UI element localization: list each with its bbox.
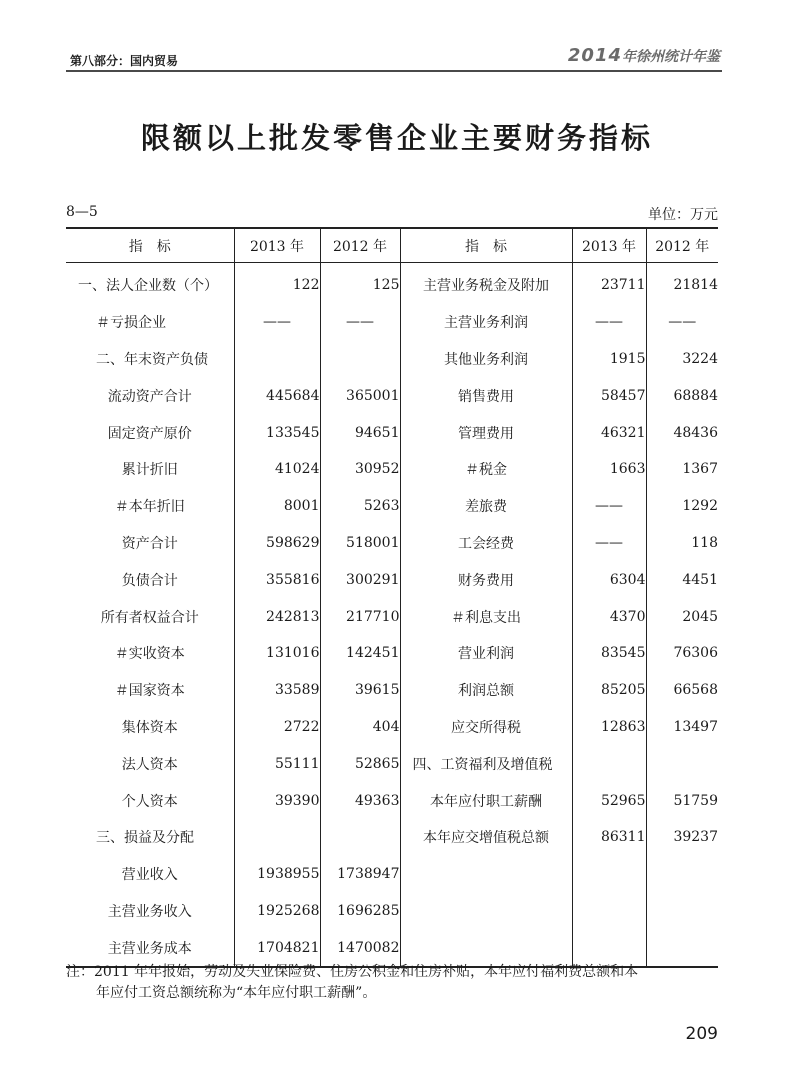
- right-value-2013: [572, 745, 646, 782]
- left-indicator-label: 营业收入: [66, 856, 234, 893]
- left-value-2012: 1696285: [320, 893, 400, 930]
- table-row: [66, 745, 718, 782]
- left-value-2012: 49363: [320, 782, 400, 819]
- left-indicator-label: 三、损益及分配: [66, 819, 234, 856]
- col-header-2013-left: 2013 年: [234, 228, 320, 263]
- left-value-2012: ——: [320, 304, 400, 341]
- right-value-2013: 83545: [572, 635, 646, 672]
- col-header-2012-right: 2012 年: [646, 228, 718, 263]
- left-value-2012: 217710: [320, 598, 400, 635]
- left-value-2012: 94651: [320, 414, 400, 451]
- table-row: [66, 672, 718, 709]
- col-header-indicator-right: 指 标: [400, 228, 572, 263]
- page-number: 209: [685, 1024, 718, 1044]
- right-indicator-label: 利润总额: [400, 672, 572, 709]
- table-row: [66, 782, 718, 819]
- financial-indicators-table: [66, 227, 718, 968]
- right-value-2012: 13497: [673, 718, 718, 735]
- col-header-2013-right: 2013 年: [572, 228, 646, 263]
- right-value-2013: 52965: [572, 782, 646, 819]
- left-indicator-label: 累计折旧: [66, 451, 234, 488]
- right-value-2012: 3224: [682, 350, 718, 367]
- left-value-2013: ——: [234, 304, 320, 341]
- left-indicator-label: 二、年末资产负债: [66, 341, 234, 378]
- right-indicator-label: ＃利息支出: [400, 598, 572, 635]
- left-value-2012: 5263: [320, 488, 400, 525]
- left-value-2012: 518001: [320, 525, 400, 562]
- right-indicator-label: 主营业务税金及附加: [400, 263, 572, 304]
- left-value-2012: 52865: [320, 745, 400, 782]
- left-indicator-label: 流动资产合计: [66, 377, 234, 414]
- left-value-2013: 133545: [234, 414, 320, 451]
- table-row: [66, 893, 718, 930]
- right-indicator-label: [400, 893, 572, 930]
- left-indicator-label: 主营业务成本: [66, 929, 234, 967]
- table-row: [66, 263, 718, 304]
- right-value-2012: 4451: [682, 571, 718, 588]
- table-header-row: [66, 228, 718, 263]
- table-row: [66, 856, 718, 893]
- left-value-2013: 598629: [234, 525, 320, 562]
- table-row: [66, 377, 718, 414]
- right-value-2012: 118: [691, 534, 718, 551]
- right-value-2013: 6304: [572, 561, 646, 598]
- right-value-2013: [572, 893, 646, 930]
- table-number: 8—5: [66, 204, 98, 220]
- left-indicator-label: 固定资产原价: [66, 414, 234, 451]
- table-row: [66, 819, 718, 856]
- left-value-2012: 300291: [320, 561, 400, 598]
- right-value-2012: 76306: [673, 645, 718, 662]
- left-indicator-label: ＃亏损企业: [66, 304, 234, 341]
- yearbook-name: 年徐州统计年鉴: [622, 49, 720, 65]
- right-indicator-label: 应交所得税: [400, 709, 572, 746]
- left-value-2013: 445684: [234, 377, 320, 414]
- right-indicator-label: 本年应交增值税总额: [400, 819, 572, 856]
- left-value-2013: 131016: [234, 635, 320, 672]
- right-indicator-label: 四、工资福利及增值税: [400, 745, 572, 782]
- right-value-2013: 86311: [572, 819, 646, 856]
- left-value-2012: 404: [320, 709, 400, 746]
- right-value-2012: 1292: [682, 498, 718, 515]
- col-header-indicator-left: 指 标: [66, 228, 234, 263]
- left-value-2013: 242813: [234, 598, 320, 635]
- right-indicator-label: 其他业务利润: [400, 341, 572, 378]
- left-value-2013: 33589: [234, 672, 320, 709]
- table-row: [66, 561, 718, 598]
- right-value-2013: 1915: [572, 341, 646, 378]
- right-indicator-label: 工会经费: [400, 525, 572, 562]
- table-row: [66, 304, 718, 341]
- right-indicator-label: ＃税金: [400, 451, 572, 488]
- left-value-2013: 8001: [234, 488, 320, 525]
- section-header: 第八部分：国内贸易: [70, 54, 179, 68]
- left-value-2012: 125: [320, 263, 400, 304]
- table-body: [66, 263, 718, 968]
- left-value-2012: 1470082: [320, 929, 400, 967]
- left-value-2012: [320, 341, 400, 378]
- right-value-2012: [646, 893, 718, 930]
- right-value-2013: 12863: [572, 709, 646, 746]
- right-value-2012: 48436: [673, 424, 718, 441]
- footnote-line-1: 注：2011 年年报始，劳动及失业保险费、住房公积金和住房补贴，本年应付福利费总额和本: [66, 964, 639, 980]
- right-indicator-label: 销售费用: [400, 377, 572, 414]
- left-value-2013: 355816: [234, 561, 320, 598]
- left-value-2012: 39615: [320, 672, 400, 709]
- left-value-2013: 2722: [234, 709, 320, 746]
- right-value-2012: [646, 745, 718, 782]
- right-value-2013: ——: [572, 304, 646, 341]
- left-value-2013: 41024: [234, 451, 320, 488]
- right-indicator-label: 主营业务利润: [400, 304, 572, 341]
- right-indicator-label: 管理费用: [400, 414, 572, 451]
- table-row: [66, 635, 718, 672]
- left-indicator-label: 一、法人企业数（个）: [66, 263, 234, 304]
- table-row: [66, 488, 718, 525]
- left-value-2013: 55111: [234, 745, 320, 782]
- left-indicator-label: 集体资本: [66, 709, 234, 746]
- right-indicator-label: 差旅费: [400, 488, 572, 525]
- left-value-2012: 30952: [320, 451, 400, 488]
- table-row: [66, 451, 718, 488]
- left-value-2013: 1925268: [234, 893, 320, 930]
- yearbook-header: [568, 45, 720, 66]
- header-rule: [66, 70, 722, 72]
- left-indicator-label: 个人资本: [66, 782, 234, 819]
- table-row: [66, 598, 718, 635]
- right-value-2013: 58457: [572, 377, 646, 414]
- right-value-2012: 1367: [682, 461, 718, 478]
- page-title: 限额以上批发零售企业主要财务指标: [140, 121, 653, 155]
- right-value-2012: [646, 856, 718, 893]
- table-row: [66, 341, 718, 378]
- right-value-2012: 51759: [673, 792, 718, 809]
- unit-label: 单位：万元: [648, 207, 718, 223]
- left-value-2012: 142451: [320, 635, 400, 672]
- table-row: [66, 525, 718, 562]
- right-indicator-label: 财务费用: [400, 561, 572, 598]
- left-value-2013: 122: [234, 263, 320, 304]
- right-value-2013: 46321: [572, 414, 646, 451]
- left-value-2013: [234, 341, 320, 378]
- right-indicator-label: 营业利润: [400, 635, 572, 672]
- left-value-2012: 1738947: [320, 856, 400, 893]
- left-indicator-label: 法人资本: [66, 745, 234, 782]
- left-value-2013: 39390: [234, 782, 320, 819]
- left-value-2012: [320, 819, 400, 856]
- left-indicator-label: ＃本年折旧: [66, 488, 234, 525]
- left-indicator-label: 资产合计: [66, 525, 234, 562]
- footnote-line-2: 年应付工资总额统称为“本年应付职工薪酬”。: [96, 985, 377, 1001]
- left-value-2013: 1704821: [234, 929, 320, 967]
- left-value-2013: 1938955: [234, 856, 320, 893]
- right-value-2013: 85205: [572, 672, 646, 709]
- col-header-2012-left: 2012 年: [320, 228, 400, 263]
- table-row: [66, 709, 718, 746]
- right-value-2012: 21814: [673, 277, 718, 294]
- left-indicator-label: 所有者权益合计: [66, 598, 234, 635]
- right-value-2013: 1663: [572, 451, 646, 488]
- right-value-2012: 68884: [673, 387, 718, 404]
- right-value-2013: 23711: [572, 263, 646, 304]
- footnote: [66, 962, 726, 1004]
- left-indicator-label: ＃国家资本: [66, 672, 234, 709]
- right-value-2012: 66568: [673, 682, 718, 699]
- right-value-2012: 39237: [673, 829, 718, 846]
- right-value-2013: [572, 856, 646, 893]
- right-value-2012: ——: [668, 314, 697, 331]
- yearbook-year: 2014: [567, 45, 622, 66]
- table-row: [66, 414, 718, 451]
- left-indicator-label: 主营业务收入: [66, 893, 234, 930]
- right-indicator-label: 本年应付职工薪酬: [400, 782, 572, 819]
- right-indicator-label: [400, 856, 572, 893]
- right-value-2013: 4370: [572, 598, 646, 635]
- left-value-2012: 365001: [320, 377, 400, 414]
- right-value-2012: 2045: [682, 608, 718, 625]
- left-indicator-label: 负债合计: [66, 561, 234, 598]
- left-indicator-label: ＃实收资本: [66, 635, 234, 672]
- right-value-2013: ——: [572, 488, 646, 525]
- right-value-2013: ——: [572, 525, 646, 562]
- left-value-2013: [234, 819, 320, 856]
